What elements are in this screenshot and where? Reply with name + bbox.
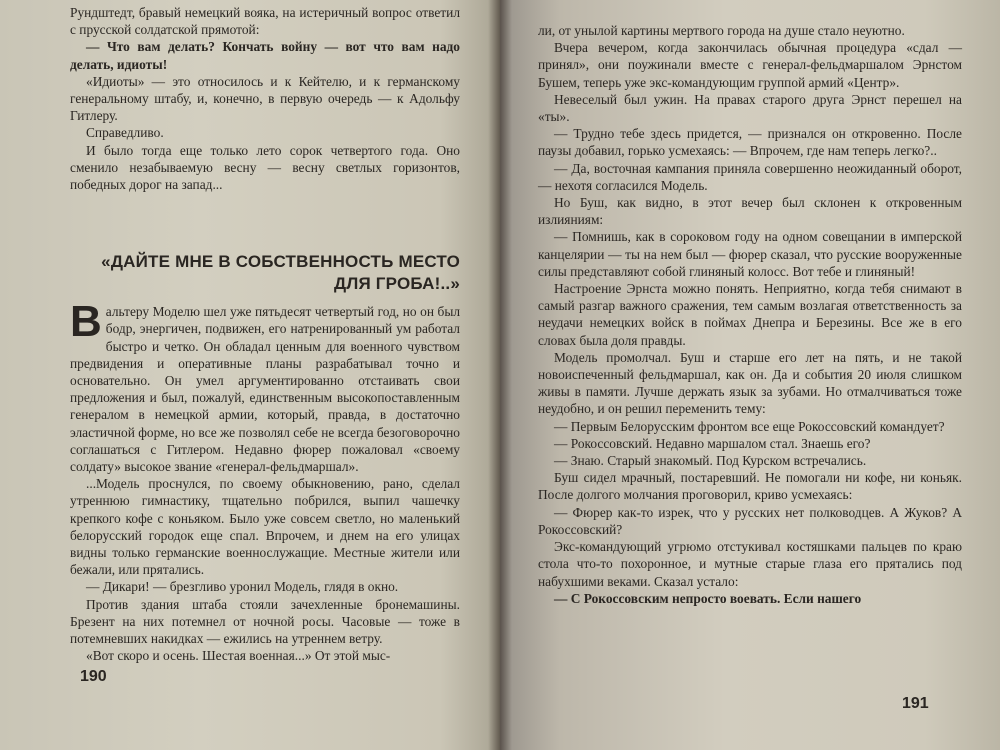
paragraph: альтеру Моделю шел уже пятьдесят четвертый год, но он был бодр, энергичен, подвижен, его натренированный ум работал быстро и четко. Он обладал ценным для военного чувством предвидения и оперативные планы разрабатывал точно и основательно. Он умел аргументированно отстаивать свои предложения и был, пожалуй, единственным высокопоставленным генералом в немецкой армии, который, правда, в достаточно эластичной форме, но все же позволял себе не всегда безоговорочно соглашаться с Гитлером. Недавно фюрер пожаловал «своему солдату» высокое звание «генерал-фельдмаршал». (70, 304, 460, 475)
first-paragraph (70, 297, 460, 475)
paragraph: — Да, восточная кампания приняла совершенно неожиданный оборот, — нехотя согласился Модель. (538, 160, 962, 193)
right-page (500, 0, 1000, 750)
paragraph: — Фюрер как-то изрек, что у русских нет полководцев. А Жуков? А Рокоссовский? (538, 504, 962, 537)
paragraph: Настроение Эрнста можно понять. Неприятно, когда тебя снимают в самый разгар важного сражения, тем самым возлагая ответственность за неудачи немецких войск в поймах Днепра и Березины. Все же в его словах была доля правды. (538, 281, 962, 348)
paragraph: — С Рокоссовским непросто воевать. Если нашего (554, 590, 862, 606)
paragraph: — Рокоссовский. Недавно маршалом стал. Знаешь его? (554, 435, 871, 451)
paragraph: Справедливо. (86, 125, 164, 141)
paragraph: — Дикари! — брезгливо уронил Модель, глядя в окно. (86, 579, 399, 595)
paragraph: — Что вам делать? Кончать войну — вот что вам надо делать, идиоты! (70, 39, 460, 72)
paragraph: Экс-командующий угрюмо отстукивал костяшками пальцев по краю стола что-то похоронное, и мутные старые глаза его прятались под набухшими веками. Сказал устало: (538, 539, 962, 589)
paragraph: «Идиоты» — это относилось и к Кейтелю, и к германскому генеральному штабу, и, конечно, в первую очередь — к Адольфу Гитлеру. (70, 73, 460, 124)
paragraph: Буш сидел мрачный, постаревший. Не помогали ни кофе, ни коньяк. После долгого молчания проговорил, криво усмехаясь: (538, 470, 962, 503)
left-page-text (70, 4, 460, 665)
paragraph: «Вот скоро и осень. Шестая военная...» От этой мыс- (86, 648, 391, 664)
paragraph: — Трудно тебе здесь придется, — признался он откровенно. После паузы добавил, горько усмехаясь: — Впрочем, где нам теперь легко?.. (538, 126, 962, 159)
paragraph: Невеселый был ужин. На правах старого друга Эрнст перешел на «ты». (538, 91, 962, 125)
drop-cap: В (70, 297, 102, 347)
paragraph: Но Буш, как видно, в этот вечер был склонен к откровенным излияниям: (538, 195, 962, 228)
paragraph: ли, от унылой картины мертвого города на душе стало неуютно. (538, 23, 905, 38)
right-page-text (538, 22, 962, 607)
paragraph: И было тогда еще только лето сорок четвертого года. Оно сменило незабываемую весну — весну светлых горизонтов, победных дорог на запад... (70, 142, 460, 193)
paragraph: — Первым Белорусским фронтом все еще Рокоссовский командует? (554, 418, 945, 434)
page-number-left: 190 (80, 668, 107, 685)
chapter-heading: «ДАЙТЕ МНЕ В СОБСТВЕННОСТЬ МЕСТО ДЛЯ ГРОБА!..» (101, 252, 460, 294)
paragraph: Вчера вечером, когда закончилась обычная процедура «сдал — принял», они поужинали вместе с генерал-фельдмаршалом Эрнстом Бушем, теперь уже экс-командующим группой армий «Центр». (538, 40, 962, 90)
paragraph: — Помнишь, как в сороковом году на одном совещании в имперской канцелярии — ты на нем был — фюрер сказал, что русские вооруженные силы представляют собой глиняный колосс. Вот тебе и глиняный! (538, 229, 962, 279)
paragraph: — Знаю. Старый знакомый. Под Курском встречались. (554, 453, 867, 469)
paragraph: Рундштедт, бравый немецкий вояка, на истеричный вопрос ответил с прусской солдатской прямотой: (70, 5, 460, 38)
page-number-right: 191 (902, 695, 929, 712)
paragraph: Модель промолчал. Буш и старше его лет на пять, и не такой новоиспеченный фельдмаршал, как он. Да и события 20 июля слишком живы в памяти. Лучше держать язык за зубами. Но отмалчиваться тоже неудобно, и он решил переменить тему: (538, 349, 962, 417)
paragraph: Против здания штаба стояли зачехленные бронемашины. Брезент на них потемнел от ночной росы. Часовые — тоже в потемневших накидках — ежились на утреннем ветру. (70, 596, 460, 647)
paragraph: ...Модель проснулся, по своему обыкновению, рано, сделал утреннюю гимнастику, тщательно побрился, выпил чашечку крепкого кофе с коньяком. Было уже совсем светло, но маленький белорусский городок еще спал. Впрочем, и днем на его улицах видны только германские военнослужащие. Местные жители или бежали, или прятались. (70, 476, 460, 578)
